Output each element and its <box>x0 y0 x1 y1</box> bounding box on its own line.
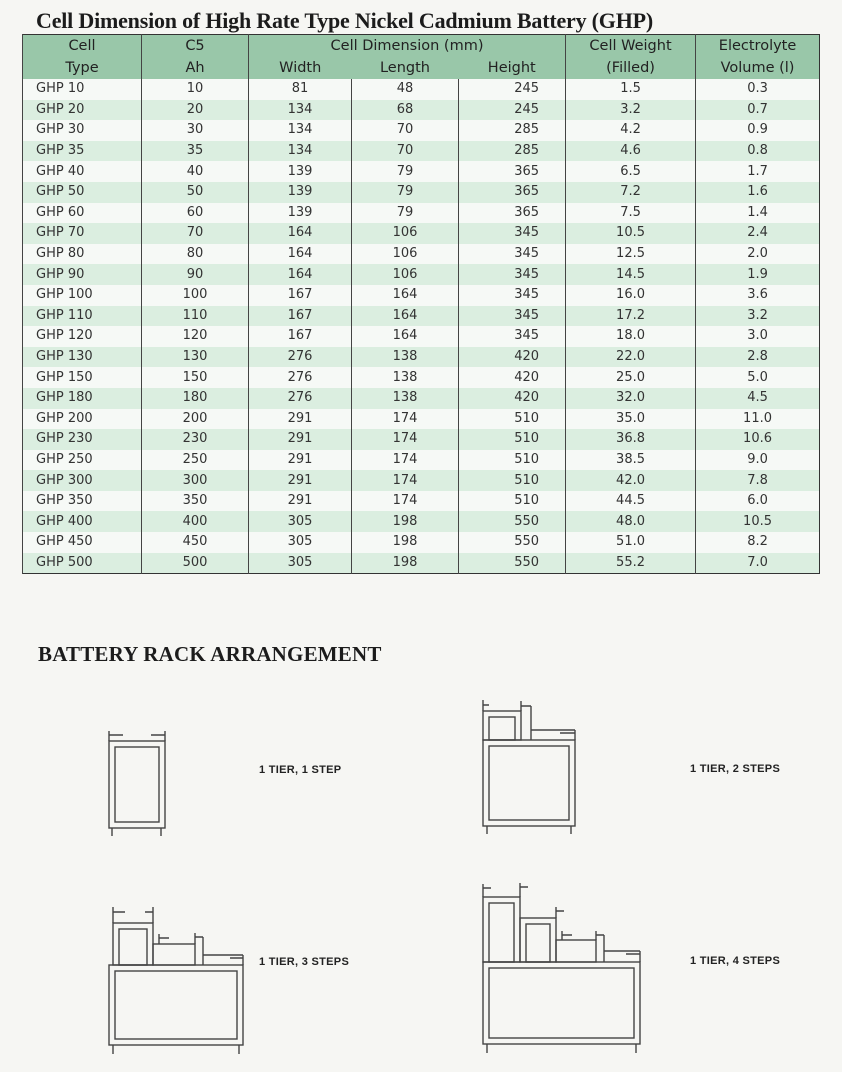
height-cell: 285 <box>459 141 566 162</box>
cell-type-cell: GHP 90 <box>23 264 142 285</box>
width-cell: 291 <box>249 429 352 450</box>
c5-ah-cell: 60 <box>142 203 249 224</box>
rack-diagram-1-tier-3-steps <box>109 907 243 1054</box>
c5-ah-cell: 450 <box>142 532 249 553</box>
width-cell: 134 <box>249 141 352 162</box>
height-cell: 510 <box>459 409 566 430</box>
c5-ah-cell: 250 <box>142 450 249 471</box>
cell-type-cell: GHP 400 <box>23 511 142 532</box>
height-cell: 345 <box>459 306 566 327</box>
c5-ah-cell: 50 <box>142 182 249 203</box>
header-c5: C5 <box>142 35 249 58</box>
length-cell: 174 <box>352 470 459 491</box>
width-cell: 139 <box>249 203 352 224</box>
header-cell-dimension: Cell Dimension (mm) <box>249 35 566 58</box>
header-ah: Ah <box>142 57 249 79</box>
height-cell: 345 <box>459 326 566 347</box>
length-cell: 79 <box>352 161 459 182</box>
height-cell: 510 <box>459 470 566 491</box>
length-cell: 198 <box>352 511 459 532</box>
electrolyte-cell: 2.0 <box>696 244 820 265</box>
height-cell: 345 <box>459 285 566 306</box>
weight-cell: 44.5 <box>566 491 696 512</box>
c5-ah-cell: 100 <box>142 285 249 306</box>
c5-ah-cell: 230 <box>142 429 249 450</box>
c5-ah-cell: 130 <box>142 347 249 368</box>
weight-cell: 14.5 <box>566 264 696 285</box>
width-cell: 291 <box>249 450 352 471</box>
header-cell-type: Cell <box>23 35 142 58</box>
c5-ah-cell: 110 <box>142 306 249 327</box>
electrolyte-cell: 0.9 <box>696 120 820 141</box>
electrolyte-cell: 4.5 <box>696 388 820 409</box>
electrolyte-cell: 3.0 <box>696 326 820 347</box>
width-cell: 305 <box>249 511 352 532</box>
weight-cell: 36.8 <box>566 429 696 450</box>
weight-cell: 7.5 <box>566 203 696 224</box>
c5-ah-cell: 180 <box>142 388 249 409</box>
rack-diagram-1-tier-4-steps <box>483 883 640 1053</box>
height-cell: 550 <box>459 553 566 574</box>
electrolyte-cell: 0.7 <box>696 100 820 121</box>
electrolyte-cell: 10.5 <box>696 511 820 532</box>
length-cell: 79 <box>352 182 459 203</box>
width-cell: 305 <box>249 532 352 553</box>
rack-label-1-tier-1-step: 1 TIER, 1 STEP <box>259 764 342 776</box>
length-cell: 198 <box>352 532 459 553</box>
cell-type-cell: GHP 350 <box>23 491 142 512</box>
cell-type-cell: GHP 35 <box>23 141 142 162</box>
c5-ah-cell: 40 <box>142 161 249 182</box>
cell-type-cell: GHP 110 <box>23 306 142 327</box>
weight-cell: 38.5 <box>566 450 696 471</box>
width-cell: 276 <box>249 347 352 368</box>
weight-cell: 18.0 <box>566 326 696 347</box>
width-cell: 164 <box>249 223 352 244</box>
height-cell: 245 <box>459 79 566 100</box>
weight-cell: 10.5 <box>566 223 696 244</box>
c5-ah-cell: 500 <box>142 553 249 574</box>
header-width: Width <box>249 57 352 79</box>
height-cell: 345 <box>459 223 566 244</box>
weight-cell: 1.5 <box>566 79 696 100</box>
electrolyte-cell: 1.9 <box>696 264 820 285</box>
width-cell: 276 <box>249 367 352 388</box>
width-cell: 81 <box>249 79 352 100</box>
weight-cell: 32.0 <box>566 388 696 409</box>
c5-ah-cell: 400 <box>142 511 249 532</box>
header-volume: Volume (l) <box>696 57 820 79</box>
weight-cell: 55.2 <box>566 553 696 574</box>
cell-type-cell: GHP 230 <box>23 429 142 450</box>
cell-type-cell: GHP 200 <box>23 409 142 430</box>
weight-cell: 22.0 <box>566 347 696 368</box>
width-cell: 291 <box>249 470 352 491</box>
cell-type-cell: GHP 130 <box>23 347 142 368</box>
weight-cell: 16.0 <box>566 285 696 306</box>
c5-ah-cell: 200 <box>142 409 249 430</box>
header-height: Height <box>459 57 566 79</box>
height-cell: 510 <box>459 429 566 450</box>
weight-cell: 25.0 <box>566 367 696 388</box>
cell-type-cell: GHP 10 <box>23 79 142 100</box>
length-cell: 106 <box>352 223 459 244</box>
height-cell: 365 <box>459 203 566 224</box>
length-cell: 70 <box>352 120 459 141</box>
c5-ah-cell: 80 <box>142 244 249 265</box>
length-cell: 48 <box>352 79 459 100</box>
c5-ah-cell: 35 <box>142 141 249 162</box>
cell-type-cell: GHP 300 <box>23 470 142 491</box>
height-cell: 550 <box>459 511 566 532</box>
cell-type-cell: GHP 20 <box>23 100 142 121</box>
length-cell: 70 <box>352 141 459 162</box>
c5-ah-cell: 70 <box>142 223 249 244</box>
c5-ah-cell: 90 <box>142 264 249 285</box>
c5-ah-cell: 150 <box>142 367 249 388</box>
header-length: Length <box>352 57 459 79</box>
height-cell: 420 <box>459 367 566 388</box>
c5-ah-cell: 30 <box>142 120 249 141</box>
height-cell: 345 <box>459 244 566 265</box>
width-cell: 167 <box>249 306 352 327</box>
weight-cell: 12.5 <box>566 244 696 265</box>
width-cell: 291 <box>249 409 352 430</box>
width-cell: 276 <box>249 388 352 409</box>
electrolyte-cell: 1.6 <box>696 182 820 203</box>
cell-type-cell: GHP 40 <box>23 161 142 182</box>
electrolyte-cell: 1.7 <box>696 161 820 182</box>
length-cell: 174 <box>352 409 459 430</box>
height-cell: 365 <box>459 161 566 182</box>
weight-cell: 6.5 <box>566 161 696 182</box>
header-cell-weight: Cell Weight <box>566 35 696 58</box>
c5-ah-cell: 120 <box>142 326 249 347</box>
height-cell: 420 <box>459 388 566 409</box>
electrolyte-cell: 3.2 <box>696 306 820 327</box>
weight-cell: 51.0 <box>566 532 696 553</box>
electrolyte-cell: 7.8 <box>696 470 820 491</box>
cell-type-cell: GHP 180 <box>23 388 142 409</box>
cell-type-cell: GHP 450 <box>23 532 142 553</box>
height-cell: 345 <box>459 264 566 285</box>
electrolyte-cell: 9.0 <box>696 450 820 471</box>
width-cell: 134 <box>249 120 352 141</box>
rack-label-1-tier-3-steps: 1 TIER, 3 STEPS <box>259 956 350 968</box>
c5-ah-cell: 10 <box>142 79 249 100</box>
header-electrolyte: Electrolyte <box>696 35 820 58</box>
length-cell: 174 <box>352 429 459 450</box>
electrolyte-cell: 7.0 <box>696 553 820 574</box>
width-cell: 164 <box>249 264 352 285</box>
height-cell: 510 <box>459 491 566 512</box>
electrolyte-cell: 1.4 <box>696 203 820 224</box>
width-cell: 164 <box>249 244 352 265</box>
length-cell: 174 <box>352 491 459 512</box>
page-title: Cell Dimension of High Rate Type Nickel Cadmium Battery (GHP) <box>36 8 653 33</box>
cell-type-cell: GHP 50 <box>23 182 142 203</box>
weight-cell: 4.6 <box>566 141 696 162</box>
electrolyte-cell: 5.0 <box>696 367 820 388</box>
rack-section-heading: BATTERY RACK ARRANGEMENT <box>38 642 382 666</box>
height-cell: 550 <box>459 532 566 553</box>
rack-diagram-1-tier-2-steps <box>483 700 575 834</box>
weight-cell: 48.0 <box>566 511 696 532</box>
weight-cell: 7.2 <box>566 182 696 203</box>
width-cell: 134 <box>249 100 352 121</box>
length-cell: 106 <box>352 264 459 285</box>
height-cell: 285 <box>459 120 566 141</box>
cell-type-cell: GHP 80 <box>23 244 142 265</box>
electrolyte-cell: 2.8 <box>696 347 820 368</box>
weight-cell: 4.2 <box>566 120 696 141</box>
length-cell: 79 <box>352 203 459 224</box>
length-cell: 164 <box>352 326 459 347</box>
length-cell: 138 <box>352 347 459 368</box>
length-cell: 106 <box>352 244 459 265</box>
width-cell: 305 <box>249 553 352 574</box>
height-cell: 420 <box>459 347 566 368</box>
header-filled: (Filled) <box>566 57 696 79</box>
cell-type-cell: GHP 70 <box>23 223 142 244</box>
electrolyte-cell: 8.2 <box>696 532 820 553</box>
length-cell: 164 <box>352 306 459 327</box>
weight-cell: 35.0 <box>566 409 696 430</box>
header-type: Type <box>23 57 142 79</box>
height-cell: 245 <box>459 100 566 121</box>
electrolyte-cell: 0.3 <box>696 79 820 100</box>
cell-type-cell: GHP 30 <box>23 120 142 141</box>
length-cell: 174 <box>352 450 459 471</box>
c5-ah-cell: 300 <box>142 470 249 491</box>
cell-type-cell: GHP 150 <box>23 367 142 388</box>
electrolyte-cell: 11.0 <box>696 409 820 430</box>
weight-cell: 17.2 <box>566 306 696 327</box>
cell-type-cell: GHP 500 <box>23 553 142 574</box>
height-cell: 510 <box>459 450 566 471</box>
width-cell: 291 <box>249 491 352 512</box>
weight-cell: 3.2 <box>566 100 696 121</box>
c5-ah-cell: 20 <box>142 100 249 121</box>
c5-ah-cell: 350 <box>142 491 249 512</box>
rack-label-1-tier-2-steps: 1 TIER, 2 STEPS <box>690 763 781 775</box>
electrolyte-cell: 2.4 <box>696 223 820 244</box>
electrolyte-cell: 6.0 <box>696 491 820 512</box>
width-cell: 167 <box>249 285 352 306</box>
length-cell: 138 <box>352 367 459 388</box>
cell-type-cell: GHP 100 <box>23 285 142 306</box>
weight-cell: 42.0 <box>566 470 696 491</box>
length-cell: 68 <box>352 100 459 121</box>
cell-type-cell: GHP 60 <box>23 203 142 224</box>
height-cell: 365 <box>459 182 566 203</box>
electrolyte-cell: 0.8 <box>696 141 820 162</box>
width-cell: 139 <box>249 182 352 203</box>
cell-type-cell: GHP 120 <box>23 326 142 347</box>
rack-label-1-tier-4-steps: 1 TIER, 4 STEPS <box>690 955 781 967</box>
length-cell: 164 <box>352 285 459 306</box>
electrolyte-cell: 3.6 <box>696 285 820 306</box>
rack-diagram-1-tier-1-step <box>109 731 165 836</box>
length-cell: 138 <box>352 388 459 409</box>
cell-type-cell: GHP 250 <box>23 450 142 471</box>
electrolyte-cell: 10.6 <box>696 429 820 450</box>
width-cell: 167 <box>249 326 352 347</box>
width-cell: 139 <box>249 161 352 182</box>
length-cell: 198 <box>352 553 459 574</box>
